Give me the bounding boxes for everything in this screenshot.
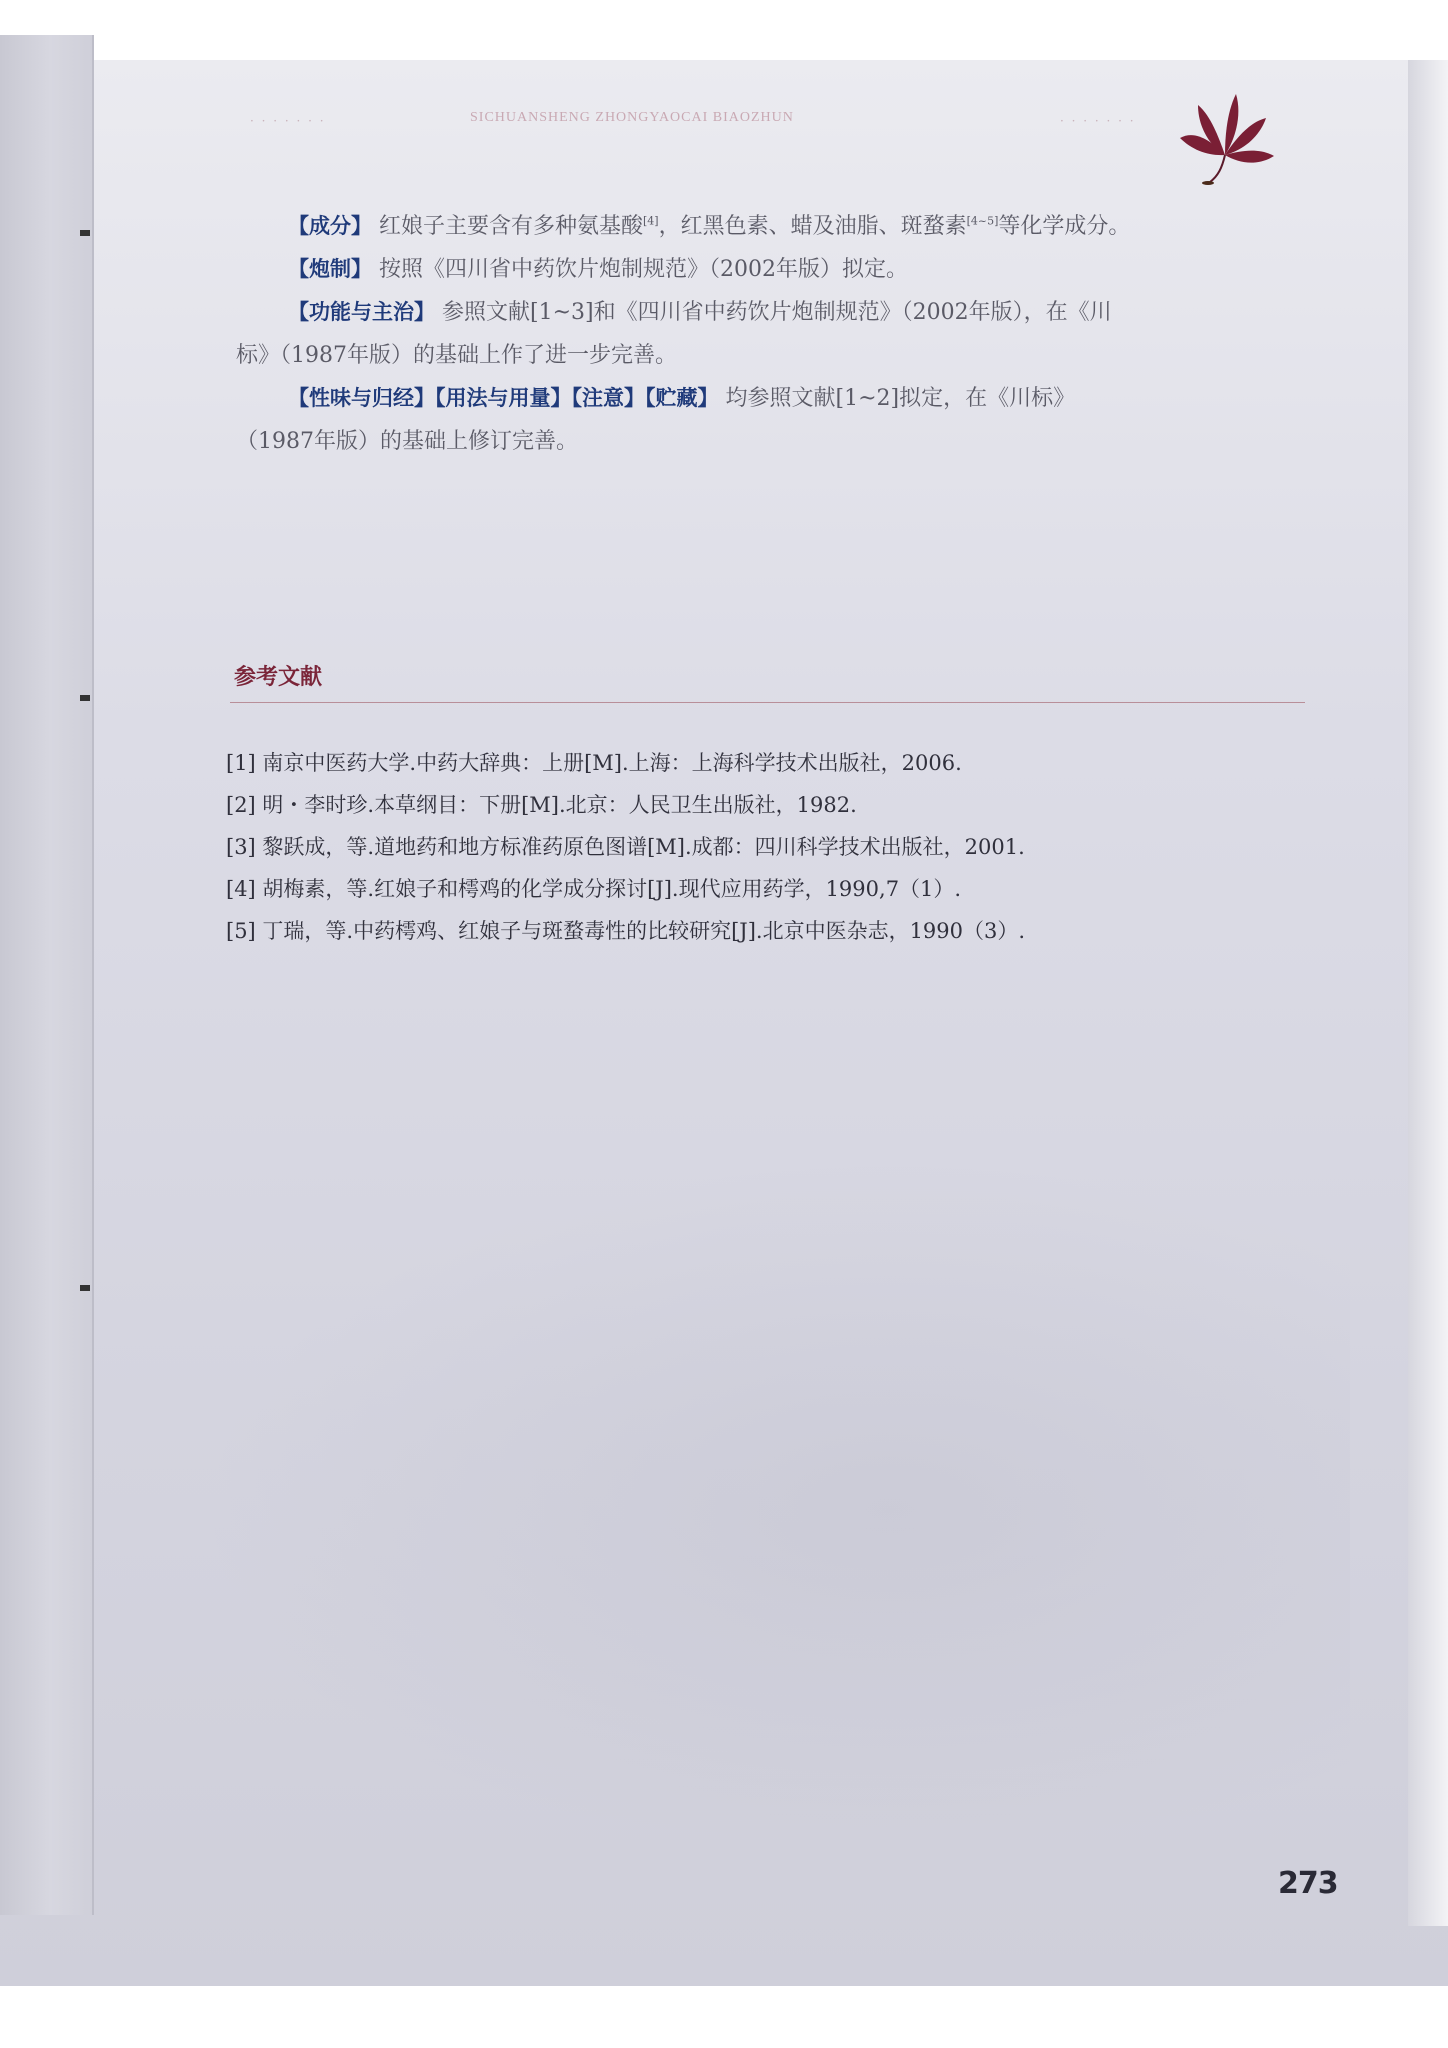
paragraph-text: 参照文献[1~3]和《四川省中药饮片炮制规范》（2002年版），在《川 <box>442 300 1112 325</box>
paragraph-text: （1987年版）的基础上修订完善。 <box>236 429 578 454</box>
page-edge <box>1408 60 1448 1926</box>
paragraph-text: 按照《四川省中药饮片炮制规范》（2002年版）拟定。 <box>379 257 908 282</box>
citation-superscript: [4~5] <box>966 214 999 228</box>
paragraph-function <box>238 291 1298 334</box>
page-number: 273 <box>1278 1866 1338 1901</box>
citation-superscript: [4] <box>643 214 659 228</box>
paragraph-processing <box>238 248 1298 291</box>
show-through-shadow <box>200 1160 1350 1860</box>
paragraph-text: ，红黑色素、蜡及油脂、斑蝥素 <box>658 214 967 239</box>
section-label: 【贮藏】 <box>645 386 719 410</box>
references-divider <box>230 702 1305 703</box>
header-ornament: · · · · · · · <box>1060 114 1136 128</box>
leaf-icon <box>1170 80 1280 190</box>
paragraph-text: 等化学成分。 <box>998 214 1131 239</box>
section-label: 【成分】 <box>288 214 372 238</box>
header-ornament: · · · · · · · <box>250 114 326 128</box>
running-title: SICHUANSHENG ZHONGYAOCAI BIAOZHUN <box>470 110 794 125</box>
section-label: 【注意】 <box>571 386 645 410</box>
reference-item: [1] 南京中医药大学.中药大辞典：上册[M].上海：上海科学技术出版社，2006. <box>226 751 962 775</box>
reference-item: [4] 胡梅素，等.红娘子和樗鸡的化学成分探讨[J].现代应用药学，1990,7（1）. <box>226 877 962 901</box>
references-heading: 参考文献 <box>234 665 323 690</box>
paragraph-text: 红娘子主要含有多种氨基酸 <box>379 214 644 239</box>
body-text <box>238 205 1298 463</box>
paragraph-composition <box>238 205 1298 248</box>
spine-mark <box>80 230 90 236</box>
section-label: 【性味与归经】 <box>288 386 435 410</box>
paragraph-properties <box>238 377 1298 420</box>
spine-mark <box>80 1285 90 1291</box>
section-label: 【功能与主治】 <box>288 300 435 324</box>
references-list <box>226 742 1306 952</box>
spine-mark <box>80 695 90 701</box>
reference-item: [3] 黎跃成，等.道地药和地方标准药原色图谱[M].成都：四川科学技术出版社，2001. <box>226 835 1025 859</box>
section-label: 【用法与用量】 <box>435 386 572 410</box>
book-spine <box>0 35 94 1915</box>
reference-item: [2] 明・李时珍.本草纲目：下册[M].北京：人民卫生出版社，1982. <box>226 793 857 817</box>
paragraph-function-continued <box>236 334 1298 377</box>
paragraph-properties-continued <box>236 420 1298 463</box>
section-label: 【炮制】 <box>288 257 372 281</box>
paragraph-text: 均参照文献[1~2]拟定，在《川标》 <box>725 386 1076 411</box>
paragraph-text: 标》（1987年版）的基础上作了进一步完善。 <box>236 343 677 368</box>
reference-item: [5] 丁瑞，等.中药樗鸡、红娘子与斑蝥毒性的比较研究[J].北京中医杂志，1990（3）. <box>226 919 1026 943</box>
